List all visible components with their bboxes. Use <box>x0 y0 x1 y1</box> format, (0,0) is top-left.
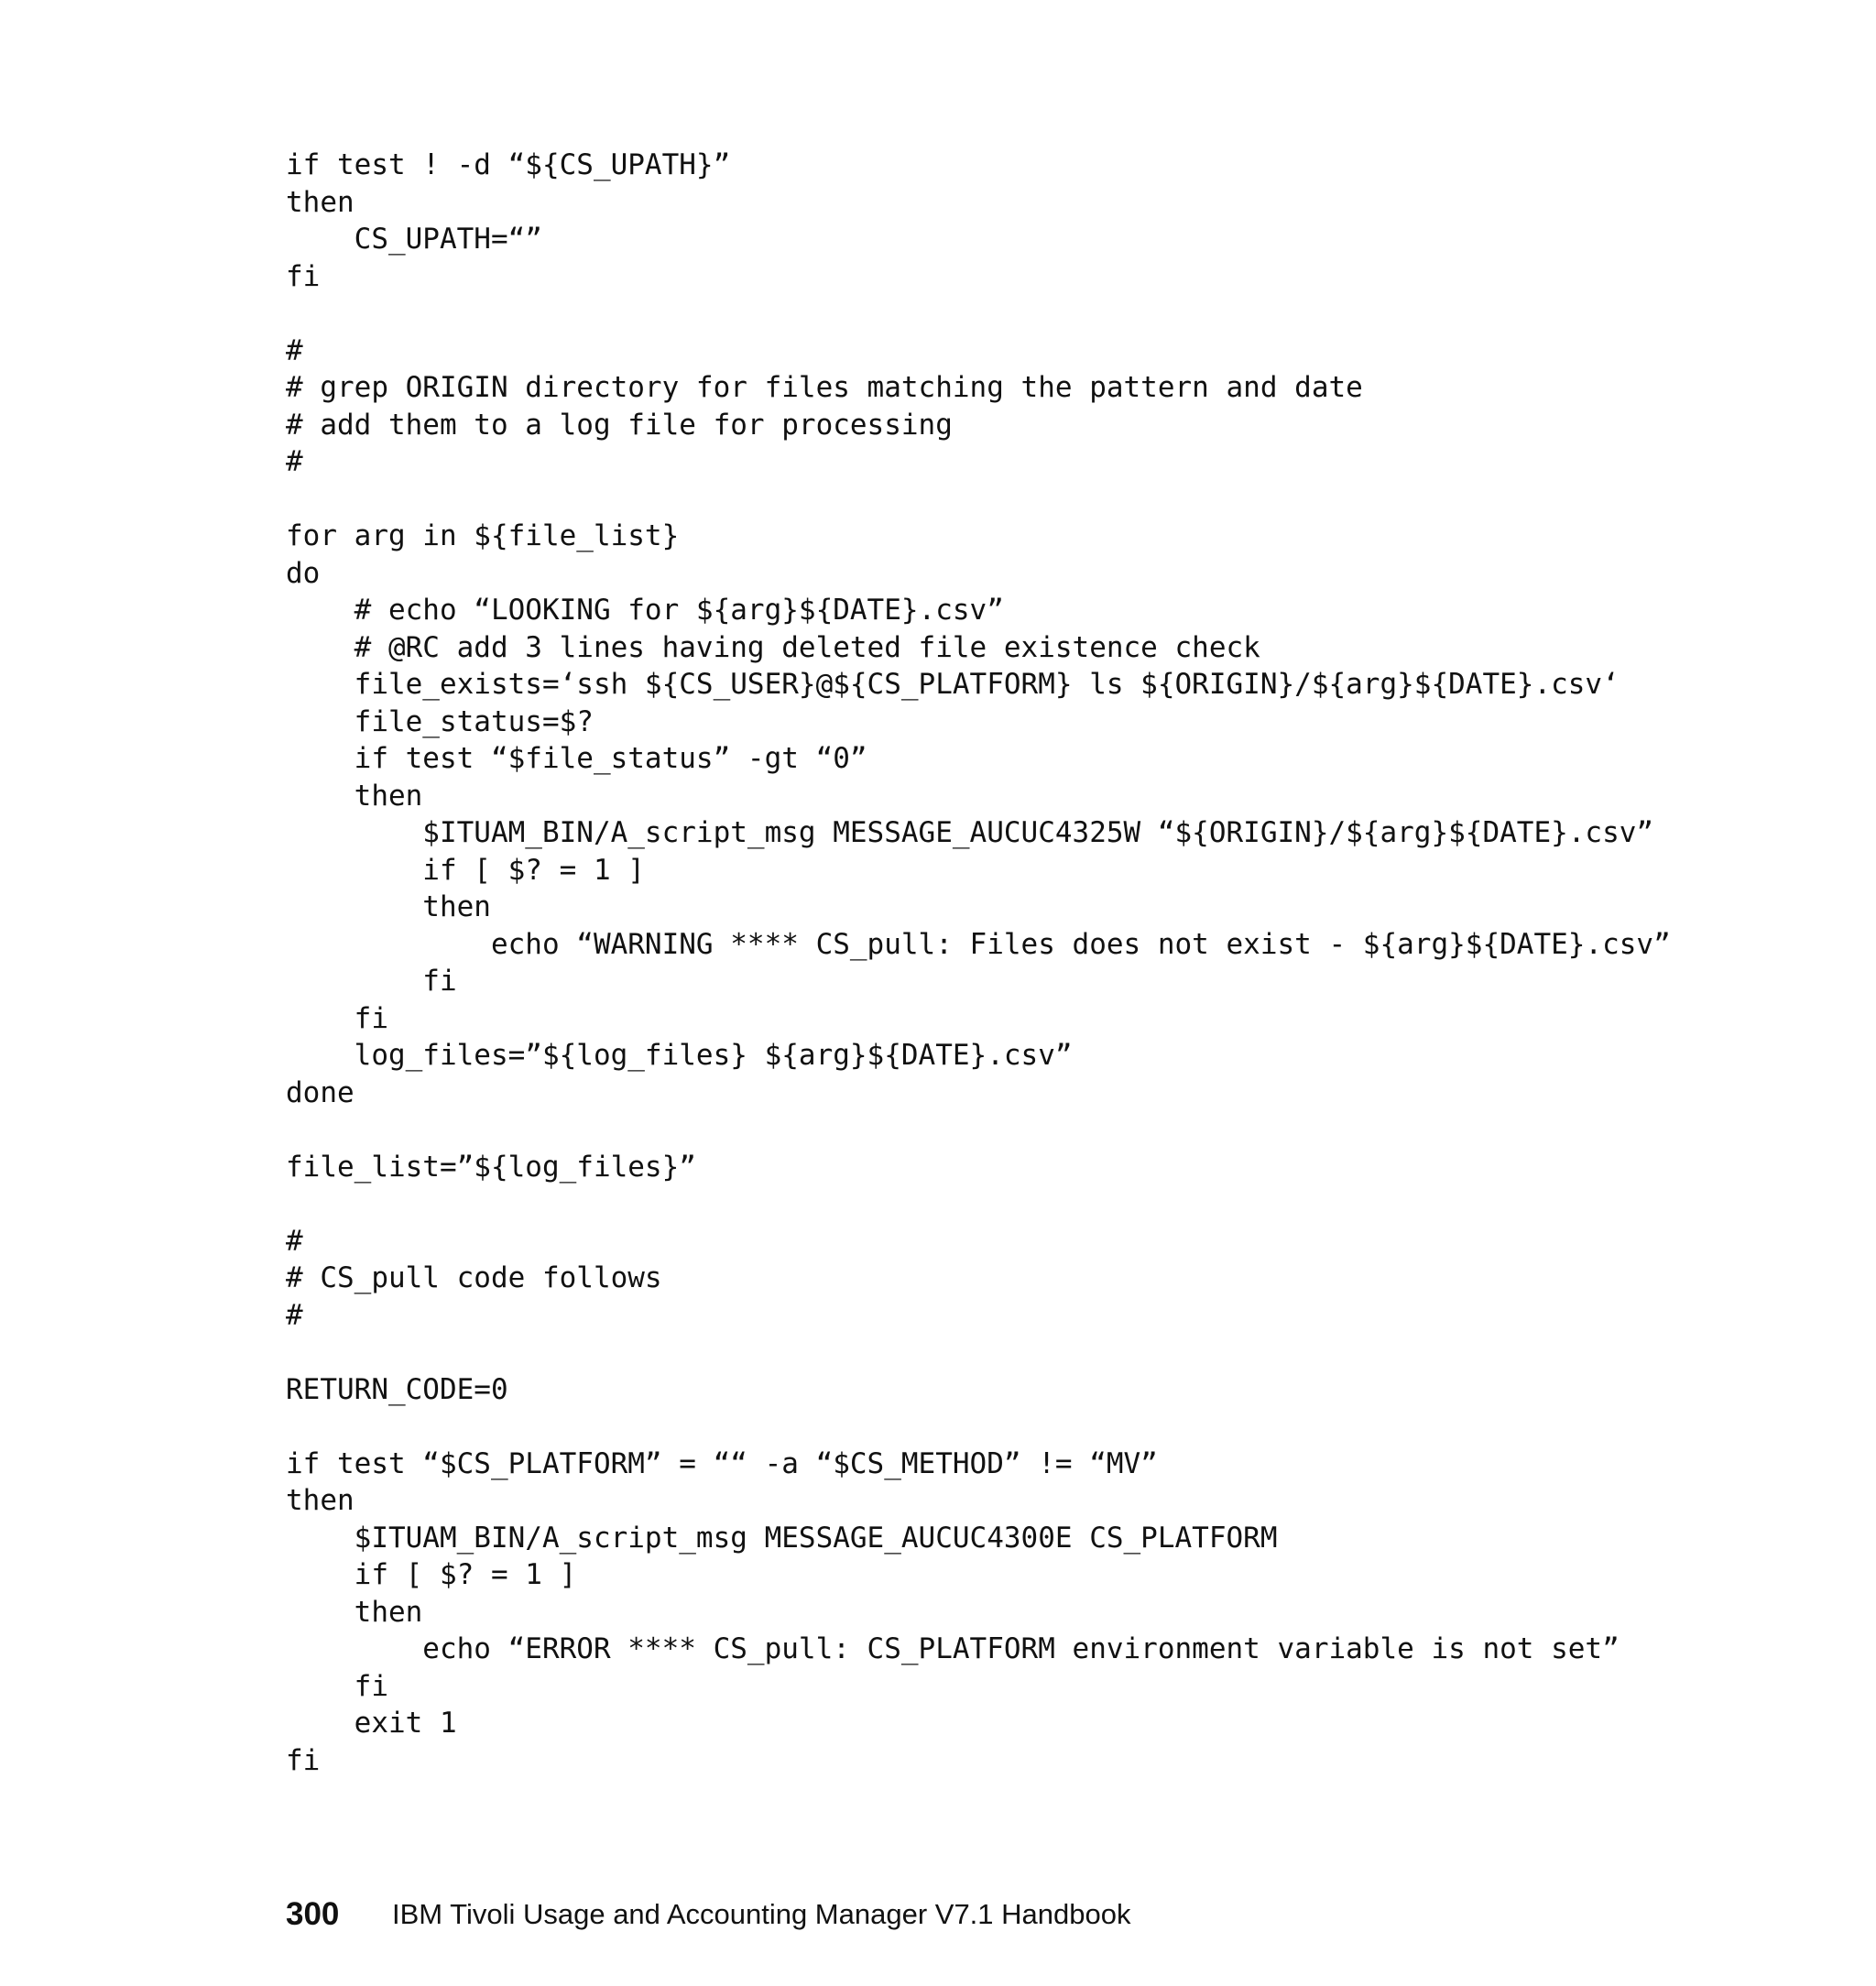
code-line: # <box>286 1298 303 1332</box>
code-line: # <box>286 1224 303 1258</box>
code-line: $ITUAM_BIN/A_script_msg MESSAGE_AUCUC4300E CS_PLATFORM <box>286 1521 1278 1555</box>
page-number: 300 <box>286 1896 340 1932</box>
code-line <box>286 1334 1671 1371</box>
code-line: fi <box>286 965 457 998</box>
code-line: then <box>286 1595 423 1629</box>
code-line: if test “$file_status” -gt “0” <box>286 742 867 775</box>
code-line: log_files=”${log_files} ${arg}${DATE}.csv” <box>286 1039 1073 1072</box>
code-line: if [ $? = 1 ] <box>286 853 645 887</box>
code-line: if test “$CS_PLATFORM” = ““ -a “$CS_METHOD” != “MV” <box>286 1446 1158 1480</box>
code-line: then <box>286 779 423 813</box>
code-line: fi <box>286 1001 388 1035</box>
code-line: then <box>286 185 354 219</box>
code-line: if test ! -d “${CS_UPATH}” <box>286 148 731 181</box>
code-line: echo “ERROR **** CS_pull: CS_PLATFORM environment variable is not set” <box>286 1632 1620 1665</box>
code-line: echo “WARNING **** CS_pull: Files does not exist - ${arg}${DATE}.csv” <box>286 927 1671 961</box>
code-line: file_exists=‘ssh ${CS_USER}@${CS_PLATFORM} ls ${ORIGIN}/${arg}${DATE}.csv‘ <box>286 668 1620 701</box>
code-line: file_list=”${log_files}” <box>286 1150 696 1184</box>
book-title: IBM Tivoli Usage and Accounting Manager V7.1 Handbook <box>392 1898 1131 1930</box>
code-listing <box>286 147 1671 1779</box>
code-line <box>286 295 1671 333</box>
code-line: RETURN_CODE=0 <box>286 1372 508 1406</box>
code-line: for arg in ${file_list} <box>286 519 680 552</box>
code-line: done <box>286 1075 354 1109</box>
code-line <box>286 1408 1671 1446</box>
code-line: # CS_pull code follows <box>286 1261 662 1294</box>
code-line: fi <box>286 259 321 293</box>
code-line <box>286 1111 1671 1149</box>
code-line: # @RC add 3 lines having deleted file existence check <box>286 630 1260 664</box>
code-line: CS_UPATH=“” <box>286 223 542 256</box>
code-line: exit 1 <box>286 1707 457 1740</box>
code-line <box>286 1185 1671 1223</box>
code-line: # <box>286 445 303 478</box>
page-footer <box>286 1889 1130 1940</box>
code-line: file_status=$? <box>286 704 594 738</box>
code-line: if [ $? = 1 ] <box>286 1558 577 1591</box>
code-line: # grep ORIGIN directory for files matching the pattern and date <box>286 371 1363 404</box>
code-line: $ITUAM_BIN/A_script_msg MESSAGE_AUCUC4325W “${ORIGIN}/${arg}${DATE}.csv” <box>286 816 1654 849</box>
code-line <box>286 481 1671 518</box>
code-line: # add them to a log file for processing <box>286 408 953 442</box>
code-line: then <box>286 890 491 923</box>
code-line: # echo “LOOKING for ${arg}${DATE}.csv” <box>286 594 1004 627</box>
code-line: fi <box>286 1669 388 1703</box>
code-line: then <box>286 1484 354 1517</box>
code-line: fi <box>286 1743 321 1777</box>
code-line: # <box>286 333 303 367</box>
code-line: do <box>286 556 321 590</box>
